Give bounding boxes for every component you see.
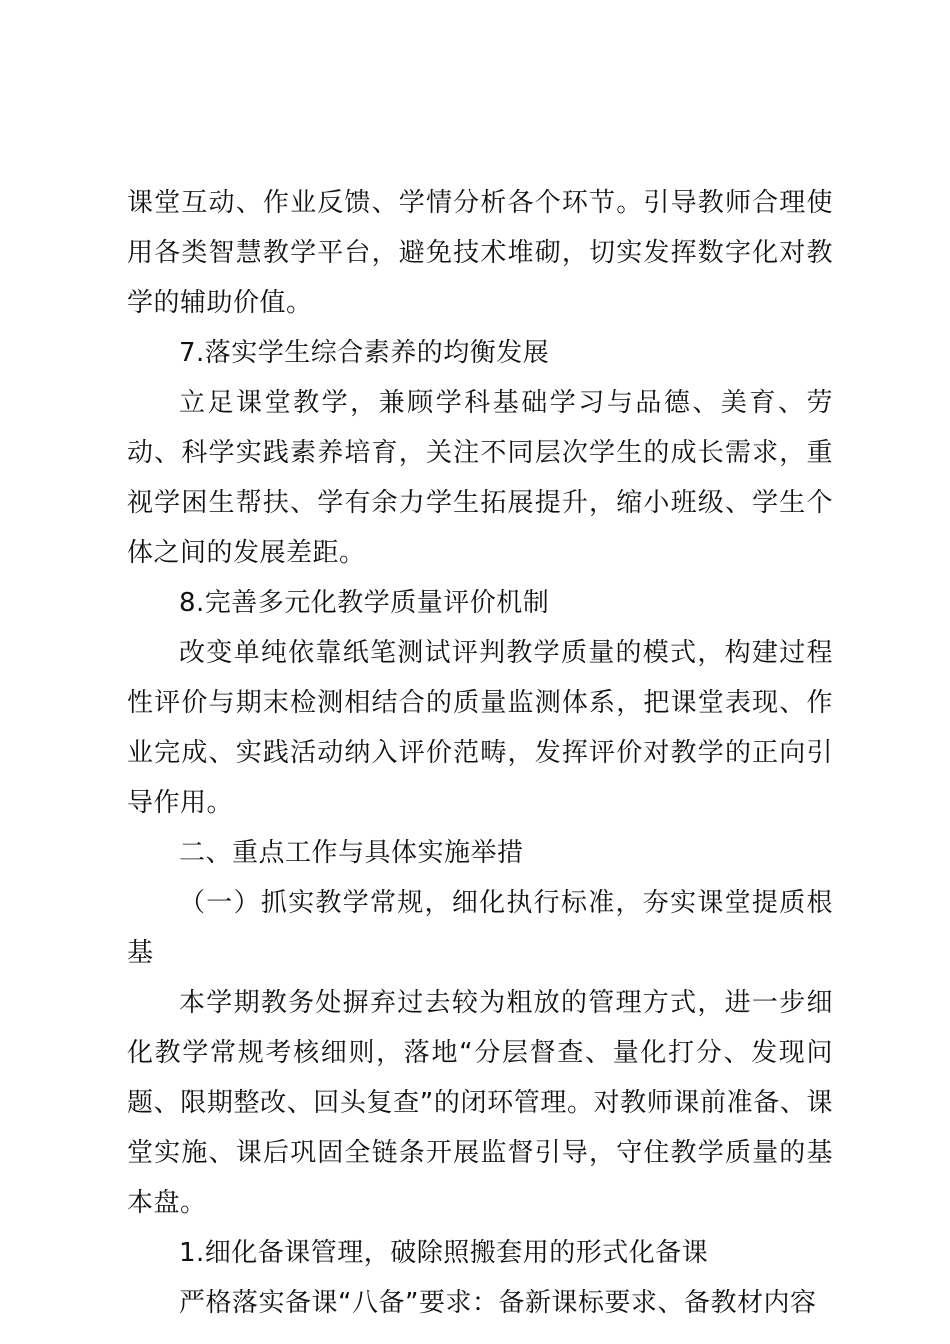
paragraph-item-8: 改变单纯依靠纸笔测试评判教学质量的模式，构建过程性评价与期末检测相结合的质量监测体系，把课堂表现、作业完成、实践活动纳入评价范畴，发挥评价对教学的正向引导作用。 (127, 638, 833, 818)
paragraph-continuation: 课堂互动、作业反馈、学情分析各个环节。引导教师合理使用各类智慧教学平台，避免技术堆砌，切实发挥数字化对教学的辅助价值。 (127, 188, 833, 318)
section-heading-2: 二、重点工作与具体实施举措 (179, 838, 524, 868)
paragraph-item-7: 立足课堂教学，兼顾学科基础学习与品德、美育、劳动、科学实践素养培育，关注不同层次学生的成长需求，重视学困生帮扶、学有余力学生拓展提升，缩小班级、学生个体之间的发展差距。 (127, 388, 833, 568)
heading-item-8: 8.完善多元化教学质量评价机制 (179, 588, 550, 618)
document-body (127, 178, 833, 1328)
subsection-heading-1: （一）抓实教学常规，细化执行标准，夯实课堂提质根基 (127, 888, 833, 968)
paragraph-subsection-1: 本学期教务处摒弃过去较为粗放的管理方式，进一步细化教学常规考核细则，落地“分层督查、量化打分、发现问题、限期整改、回头复查”的闭环管理。对教师课前准备、课堂实施、课后巩固全链条开展监督引导，守住教学质量的基本盘。 (127, 988, 833, 1218)
heading-item-7: 7.落实学生综合素养的均衡发展 (179, 338, 550, 368)
paragraph-item-1: 严格落实备课“八备”要求：备新课标要求、备教材内容 (179, 1288, 817, 1318)
heading-item-1: 1.细化备课管理，破除照搬套用的形式化备课 (179, 1238, 709, 1268)
